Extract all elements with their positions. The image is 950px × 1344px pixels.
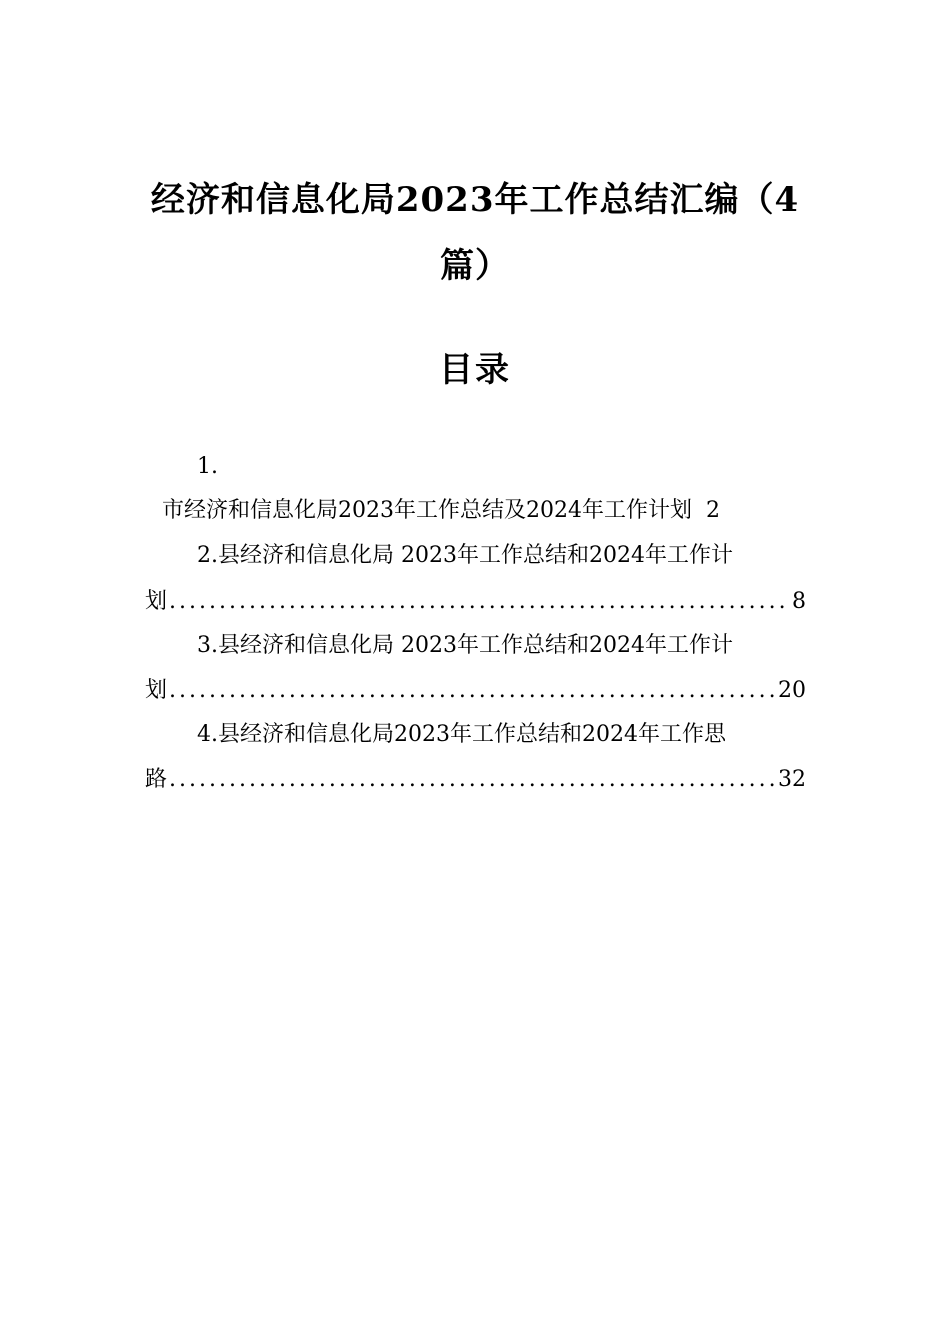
toc-entry-2-page: 8 — [792, 589, 806, 614]
toc-entry-1-page: 2 — [705, 498, 720, 523]
toc-entry-1-number[interactable] — [145, 452, 858, 482]
toc-entry-2-dot-leader — [169, 587, 790, 617]
toc-entry-2-title-line-2: 划 — [145, 589, 168, 614]
toc-entry-2[interactable] — [145, 541, 858, 571]
toc-entry-4-title-line-2: 路 — [145, 767, 168, 792]
toc-entry-1-title: 市经济和信息化局2023年工作总结及2024年工作计划 — [162, 498, 692, 523]
toc-entry-2-continuation[interactable] — [145, 587, 806, 617]
toc-entry-4-dot-leader — [169, 765, 776, 795]
toc-entry-1[interactable] — [145, 496, 823, 526]
toc-entry-3-page: 20 — [778, 678, 806, 703]
toc-entry-3-title-line-2: 划 — [145, 678, 168, 703]
toc-entry-4[interactable] — [145, 720, 858, 750]
toc-heading: 目录 — [439, 350, 511, 390]
toc-entry-3-continuation[interactable] — [145, 676, 806, 706]
toc-entry-3-dot-leader — [169, 676, 776, 706]
document-title-line-1: 经济和信息化局2023年工作总结汇编（4 — [150, 180, 800, 220]
document-title-line-2: 篇） — [440, 246, 510, 286]
toc-entry-1-number-text: 1. — [197, 454, 218, 479]
toc-entry-3[interactable] — [145, 631, 858, 661]
toc-entry-4-continuation[interactable] — [145, 765, 806, 795]
toc-entry-2-title-line-1: 2.县经济和信息化局 2023年工作总结和2024年工作计 — [197, 543, 733, 568]
toc-entry-4-page: 32 — [778, 767, 806, 792]
toc-entry-4-title-line-1: 4.县经济和信息化局2023年工作总结和2024年工作思 — [197, 722, 726, 747]
toc-entry-3-title-line-1: 3.县经济和信息化局 2023年工作总结和2024年工作计 — [197, 633, 733, 658]
